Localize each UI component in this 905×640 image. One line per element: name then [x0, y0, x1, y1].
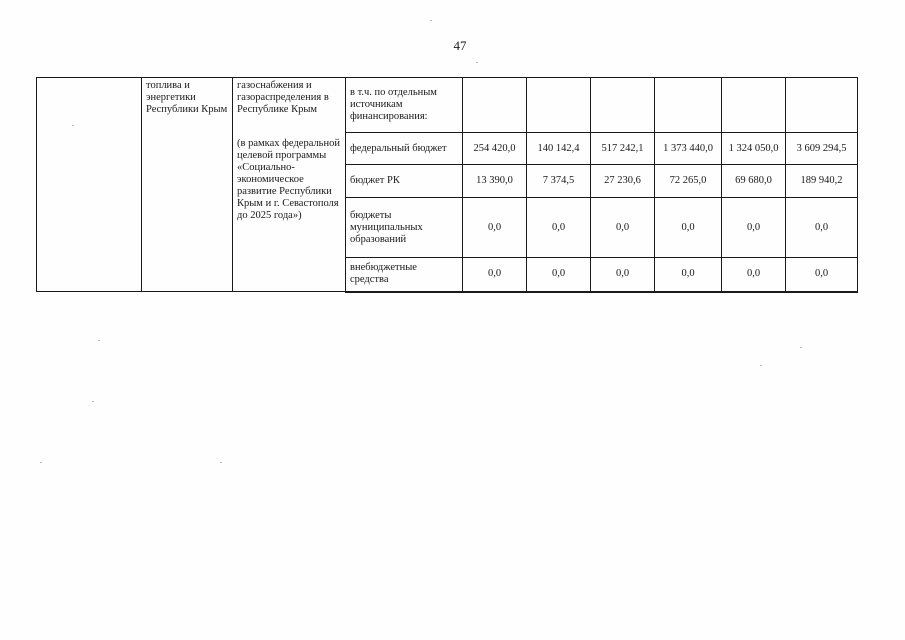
source-cell: внебюджетные средства	[346, 258, 463, 292]
value-cell	[655, 78, 722, 133]
scan-speck	[220, 462, 222, 463]
value-cell	[591, 78, 655, 133]
value-cell: 7 374,5	[527, 165, 591, 198]
value-cell: 0,0	[655, 198, 722, 258]
program-note: (в рамках федеральной целевой программы «Социально-экономическое развитие Республики Крым и г. Севастополя до 2025 года»)	[237, 138, 340, 221]
value-cell	[786, 78, 858, 133]
scan-speck	[72, 125, 74, 126]
program-title: газоснабжения и газораспределения в Республике Крым	[237, 80, 329, 115]
value-cell: 0,0	[591, 258, 655, 292]
value-cell: 189 940,2	[786, 165, 858, 198]
scan-speck	[430, 20, 432, 21]
value-cell: 140 142,4	[527, 133, 591, 165]
source-cell: бюджеты муниципальных образований	[346, 198, 463, 258]
scan-speck	[92, 401, 94, 402]
value-cell: 0,0	[786, 198, 858, 258]
recipient-cell: топлива и энергетики Республики Крым	[142, 78, 233, 292]
value-cell: 0,0	[527, 198, 591, 258]
scan-speck	[98, 340, 100, 341]
page-number: 47	[453, 38, 467, 53]
value-cell: 69 680,0	[722, 165, 786, 198]
value-cell	[463, 78, 527, 133]
value-cell: 3 609 294,5	[786, 133, 858, 165]
value-cell: 0,0	[722, 198, 786, 258]
scan-speck	[40, 462, 42, 463]
value-cell: 0,0	[527, 258, 591, 292]
scan-speck	[476, 62, 478, 63]
value-cell: 517 242,1	[591, 133, 655, 165]
value-cell: 0,0	[786, 258, 858, 292]
source-cell: федеральный бюджет	[346, 133, 463, 165]
value-cell: 0,0	[722, 258, 786, 292]
value-cell	[722, 78, 786, 133]
source-cell: в т.ч. по отдельным источникам финансирования:	[346, 78, 463, 133]
empty-first-column-cell	[37, 78, 142, 292]
financing-table	[36, 77, 858, 293]
value-cell	[527, 78, 591, 133]
scan-speck	[760, 365, 762, 366]
source-cell: бюджет РК	[346, 165, 463, 198]
value-cell: 72 265,0	[655, 165, 722, 198]
value-cell: 0,0	[655, 258, 722, 292]
value-cell: 254 420,0	[463, 133, 527, 165]
value-cell: 27 230,6	[591, 165, 655, 198]
value-cell: 13 390,0	[463, 165, 527, 198]
value-cell: 1 324 050,0	[722, 133, 786, 165]
value-cell: 0,0	[591, 198, 655, 258]
value-cell: 1 373 440,0	[655, 133, 722, 165]
value-cell: 0,0	[463, 258, 527, 292]
program-cell	[233, 78, 346, 292]
scan-speck	[800, 347, 802, 348]
table-row	[37, 78, 858, 133]
value-cell: 0,0	[463, 198, 527, 258]
